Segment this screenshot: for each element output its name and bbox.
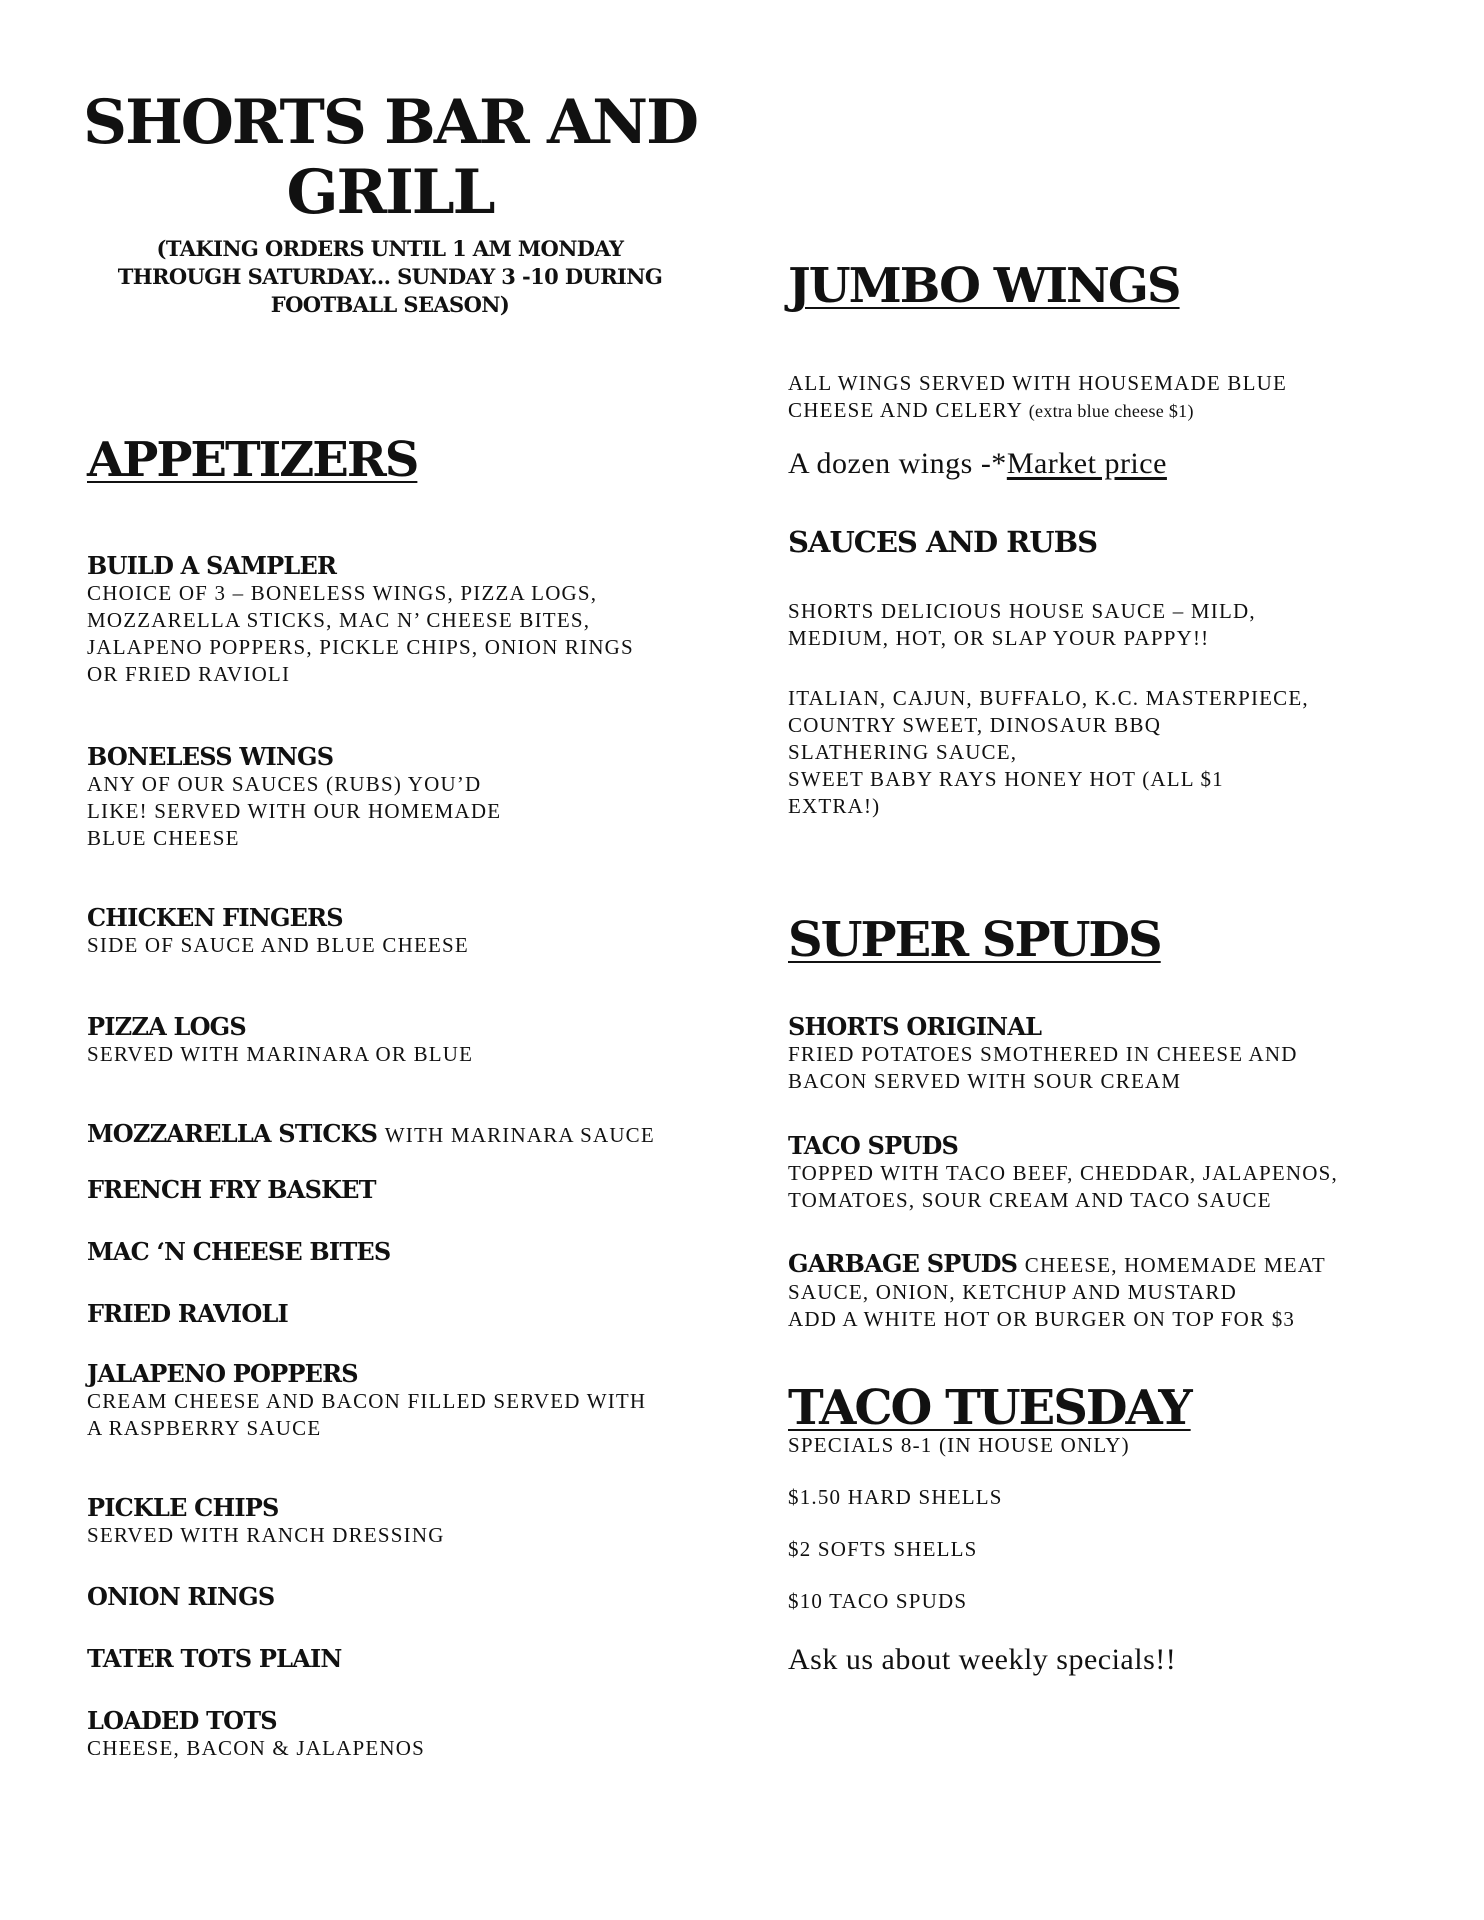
super-spuds-heading: SUPER SPUDS (788, 912, 1161, 968)
item-name: PICKLE CHIPS (87, 1493, 279, 1522)
wings-note-text: CHEESE AND CELERY (788, 398, 1029, 422)
appetizers-heading: APPETIZERS (87, 432, 418, 488)
item-name: TATER TOTS PLAIN (87, 1644, 342, 1673)
menu-item-boneless-wings (87, 743, 707, 852)
item-desc-line: CHOICE OF 3 – BONELESS WINGS, PIZZA LOGS, (87, 581, 598, 605)
extra-sauces-line: EXTRA!) (788, 794, 881, 818)
taco-spuds-special: $10 TACO SPUDS (788, 1589, 968, 1613)
item-name: ONION RINGS (87, 1582, 275, 1611)
menu-item-chicken-fingers (87, 904, 707, 959)
menu-item-fried-ravioli (87, 1300, 707, 1328)
extra-sauces-line: COUNTRY SWEET, DINOSAUR BBQ (788, 713, 1162, 737)
item-name: PIZZA LOGS (87, 1012, 246, 1041)
house-sauce (788, 598, 1408, 652)
taco-tuesday-heading: TACO TUESDAY (788, 1380, 1191, 1436)
item-desc-line: JALAPENO POPPERS, PICKLE CHIPS, ONION RINGS (87, 635, 634, 659)
item-desc-line: SAUCE, ONION, KETCHUP AND MUSTARD (788, 1280, 1237, 1304)
weekly-specials-note: Ask us about weekly specials!! (788, 1643, 1177, 1676)
wings-note-line-2 (788, 397, 1408, 425)
item-name: BUILD A SAMPLER (87, 551, 337, 580)
hard-shells-special: $1.50 HARD SHELLS (788, 1485, 1003, 1509)
item-desc-line: CREAM CHEESE AND BACON FILLED SERVED WITH (87, 1389, 647, 1413)
menu-item-french-fry-basket (87, 1176, 707, 1204)
extra-sauces-line: SWEET BABY RAYS HONEY HOT (ALL $1 (788, 767, 1224, 791)
wings-note-line-1: ALL WINGS SERVED WITH HOUSEMADE BLUE (788, 371, 1288, 395)
item-desc-line: BACON SERVED WITH SOUR CREAM (788, 1069, 1182, 1093)
item-row (788, 1250, 1408, 1279)
item-desc-line: A RASPBERRY SAUCE (87, 1416, 322, 1440)
jumbo-wings-heading: JUMBO WINGS (788, 258, 1180, 314)
wings-note (788, 370, 1408, 425)
hours-note (85, 235, 695, 319)
extra-blue-cheese-note: (extra blue cheese $1) (1028, 401, 1194, 421)
item-desc-line: BLUE CHEESE (87, 826, 240, 850)
menu-item-tater-tots-plain (87, 1645, 707, 1673)
item-desc-line: MOZZARELLA STICKS, MAC N’ CHEESE BITES, (87, 608, 591, 632)
item-desc-inline: CHEESE, HOMEMADE MEAT (1024, 1253, 1326, 1277)
market-price: Market price (1006, 447, 1167, 480)
soft-shells-special: $2 SOFTS SHELLS (788, 1537, 978, 1561)
item-desc: SIDE OF SAUCE AND BLUE CHEESE (87, 933, 469, 957)
item-name: JALAPENO POPPERS (87, 1359, 358, 1388)
sauces-and-rubs-heading: SAUCES AND RUBS (788, 525, 1098, 559)
dozen-wings-label: A dozen wings -* (788, 447, 1007, 480)
item-desc: SERVED WITH RANCH DRESSING (87, 1523, 445, 1547)
taco-tuesday-subtitle: SPECIALS 8-1 (IN HOUSE ONLY) (788, 1433, 1130, 1457)
item-name: SHORTS ORIGINAL (788, 1012, 1042, 1041)
item-desc-line: LIKE! SERVED WITH OUR HOMEMADE (87, 799, 502, 823)
item-desc-line: OR FRIED RAVIOLI (87, 662, 291, 686)
menu-item-build-a-sampler (87, 552, 707, 688)
house-sauce-line: SHORTS DELICIOUS HOUSE SAUCE – MILD, (788, 599, 1256, 623)
menu-item-onion-rings (87, 1583, 707, 1611)
hours-line-1: (TAKING ORDERS UNTIL 1 AM MONDAY (156, 236, 624, 261)
house-sauce-line: MEDIUM, HOT, OR SLAP YOUR PAPPY!! (788, 626, 1210, 650)
item-desc-line: FRIED POTATOES SMOTHERED IN CHEESE AND (788, 1042, 1298, 1066)
title-line-2: GRILL (286, 157, 494, 228)
item-name: MOZZARELLA STICKS (87, 1119, 378, 1148)
item-desc: CHEESE, BACON & JALAPENOS (87, 1736, 426, 1760)
extra-sauces (788, 685, 1408, 820)
item-desc: WITH MARINARA SAUCE (384, 1123, 655, 1147)
item-name: TACO SPUDS (788, 1131, 958, 1160)
title-line-1: SHORTS BAR AND (83, 87, 697, 158)
item-desc: SERVED WITH MARINARA OR BLUE (87, 1042, 474, 1066)
restaurant-title (60, 88, 720, 228)
hours-line-2: THROUGH SATURDAY... SUNDAY 3 -10 DURING (117, 264, 663, 289)
extra-sauces-line: SLATHERING SAUCE, (788, 740, 1018, 764)
item-name: BONELESS WINGS (87, 742, 334, 771)
menu-item-garbage-spuds (788, 1250, 1408, 1333)
hours-line-3: FOOTBALL SEASON) (270, 292, 510, 317)
item-name: LOADED TOTS (87, 1706, 277, 1735)
item-desc-line: TOPPED WITH TACO BEEF, CHEDDAR, JALAPENOS, (788, 1161, 1338, 1185)
extra-sauces-line: ITALIAN, CAJUN, BUFFALO, K.C. MASTERPIECE, (788, 686, 1309, 710)
menu-item-pizza-logs (87, 1013, 707, 1068)
menu-item-shorts-original (788, 1013, 1408, 1095)
item-name: FRENCH FRY BASKET (87, 1175, 376, 1204)
item-desc-line: ANY OF OUR SAUCES (RUBS) YOU’D (87, 772, 482, 796)
menu-item-loaded-tots (87, 1707, 707, 1762)
menu-item-pickle-chips (87, 1494, 707, 1549)
item-name: GARBAGE SPUDS (788, 1249, 1018, 1278)
item-row (87, 1120, 727, 1149)
item-name: CHICKEN FINGERS (87, 903, 343, 932)
item-desc-line: ADD A WHITE HOT OR BURGER ON TOP FOR $3 (788, 1307, 1296, 1331)
menu-item-taco-spuds (788, 1132, 1408, 1214)
menu-item-jalapeno-poppers (87, 1360, 727, 1442)
item-name: FRIED RAVIOLI (87, 1299, 288, 1328)
dozen-wings-line (788, 446, 1408, 482)
menu-item-mac-n-cheese-bites (87, 1238, 707, 1266)
menu-item-mozzarella-sticks (87, 1120, 727, 1149)
item-desc-line: TOMATOES, SOUR CREAM AND TACO SAUCE (788, 1188, 1272, 1212)
item-name: MAC ‘N CHEESE BITES (87, 1237, 391, 1266)
